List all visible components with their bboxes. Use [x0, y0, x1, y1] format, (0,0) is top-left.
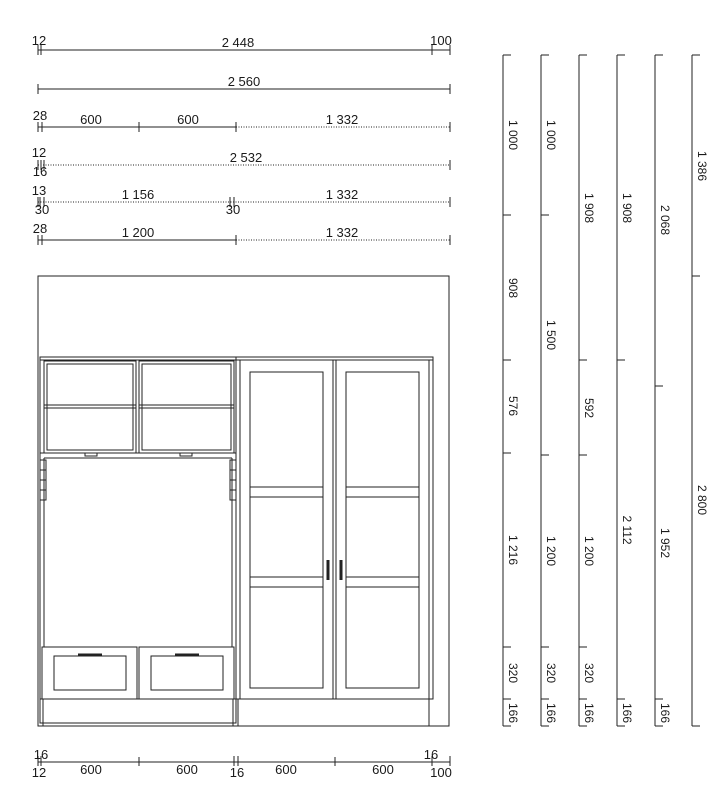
dim-label: 1 156	[121, 187, 155, 202]
dim-label: 166	[620, 702, 634, 724]
dim-label: 592	[582, 397, 596, 419]
dim-label: 1 332	[325, 187, 359, 202]
dim-label: 2 800	[695, 484, 709, 516]
vertical-dimension-labels	[506, 120, 709, 723]
dim-label: 1 200	[582, 535, 596, 567]
dim-label: 166	[506, 702, 520, 724]
top-dimension-labels	[32, 33, 452, 240]
dim-label: 600	[275, 762, 297, 777]
dim-label: 1 332	[325, 225, 359, 240]
right-unit	[236, 357, 433, 726]
dim-label: 2 532	[229, 150, 263, 165]
dim-label: 576	[506, 395, 520, 417]
dim-label: 100	[430, 33, 452, 48]
dim-label: 30	[225, 202, 241, 217]
dim-label: 600	[80, 762, 102, 777]
dim-label: 320	[506, 662, 520, 684]
dim-label: 13	[31, 183, 47, 198]
dim-label: 16	[33, 747, 49, 762]
dim-label: 600	[177, 112, 199, 127]
wardrobe-door-right[interactable]	[336, 360, 429, 699]
dim-label: 1 386	[695, 150, 709, 182]
bottom-dimension-labels	[32, 747, 452, 780]
open-shelf-left	[44, 361, 136, 453]
wardrobe-door-left[interactable]	[240, 360, 333, 699]
dim-label: 16	[32, 164, 48, 179]
left-unit	[40, 357, 236, 726]
furniture-elevation	[38, 276, 449, 726]
dim-label: 30	[34, 202, 50, 217]
dim-label: 600	[80, 112, 102, 127]
dim-label: 166	[544, 702, 558, 724]
dim-label: 16	[229, 765, 245, 780]
dim-label: 600	[372, 762, 394, 777]
dim-label: 1 908	[620, 192, 634, 224]
dim-label: 320	[582, 662, 596, 684]
vertical-dimensions	[503, 55, 700, 726]
dim-label: 28	[32, 108, 48, 123]
dim-label: 1 500	[544, 319, 558, 351]
dim-label: 166	[658, 702, 672, 724]
dim-label: 320	[544, 662, 558, 684]
dim-label: 100	[430, 765, 452, 780]
dim-label: 2 112	[620, 515, 634, 545]
dim-label: 1 000	[506, 119, 520, 151]
dim-label: 12	[31, 33, 47, 48]
dim-label: 28	[32, 221, 48, 236]
dim-label: 1 200	[121, 225, 155, 240]
dim-label: 1 332	[325, 112, 359, 127]
dim-label: 1 000	[544, 119, 558, 151]
dim-label: 1 216	[506, 534, 520, 566]
dim-label: 1 200	[544, 535, 558, 567]
wall-outline	[38, 276, 449, 726]
dim-label: 2 068	[658, 204, 672, 236]
dim-label: 2 560	[227, 74, 261, 89]
dim-label: 1 952	[658, 527, 672, 559]
open-shelf-right	[139, 361, 234, 453]
dim-label: 166	[582, 702, 596, 724]
dim-label: 600	[176, 762, 198, 777]
dim-label: 12	[31, 145, 47, 160]
dim-label: 12	[31, 765, 47, 780]
dim-label: 16	[423, 747, 439, 762]
dim-label: 1 908	[582, 192, 596, 224]
dim-label: 2 448	[221, 35, 255, 50]
dim-label: 908	[506, 277, 520, 299]
